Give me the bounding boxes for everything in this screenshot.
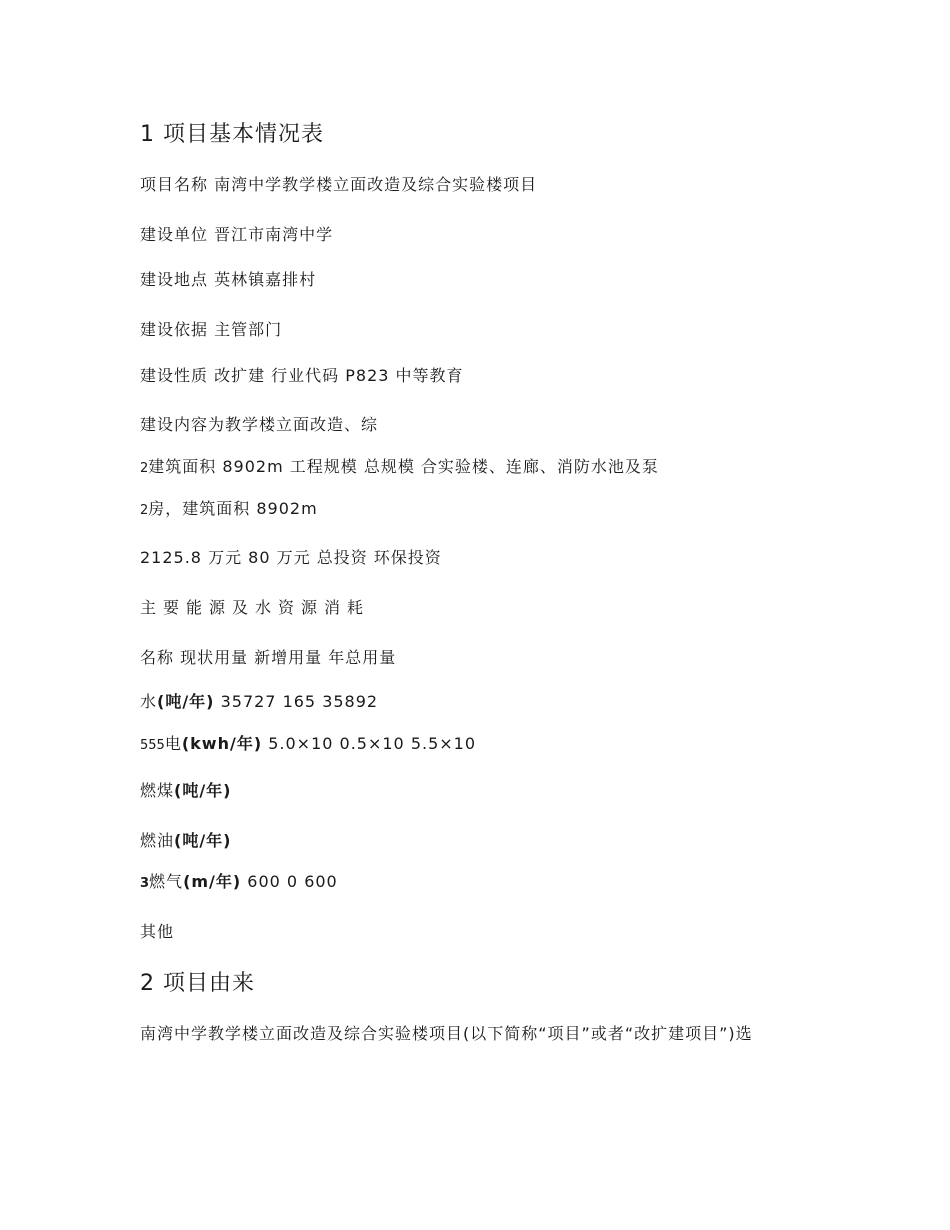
table-header-row: 名称 现状用量 新增用量 年总用量 <box>140 648 397 667</box>
electricity-superscripts: 555 <box>140 738 165 753</box>
water-values: 35727 165 35892 <box>214 692 379 711</box>
scale-text: 建筑面积 8902m 工程规模 总规模 合实验楼、连廊、消防水池及泵 <box>148 457 659 476</box>
water-unit: (吨/年) <box>157 692 215 711</box>
coal-row <box>140 781 232 801</box>
oil-unit: (吨/年) <box>174 831 232 850</box>
section-2-title: 2 项目由来 <box>140 971 255 996</box>
gas-unit: (m/年) <box>183 872 242 891</box>
project-name-row: 项目名称 南湾中学教学楼立面改造及综合实验楼项目 <box>140 175 538 194</box>
area-row <box>140 499 318 521</box>
water-label: 水 <box>140 692 158 711</box>
gas-superscript: 3 <box>140 876 150 891</box>
section-1-title: 1 项目基本情况表 <box>140 122 324 147</box>
section-2-paragraph: 南湾中学教学楼立面改造及综合实验楼项目(以下简称“项目”或者“改扩建项目”)选 <box>140 1024 753 1043</box>
investment-row: 2125.8 万元 80 万元 总投资 环保投资 <box>140 548 442 567</box>
scale-superscript: 2 <box>140 461 149 476</box>
electricity-values: 5.0×10 0.5×10 5.5×10 <box>262 734 477 753</box>
basis-row: 建设依据 主管部门 <box>140 320 283 339</box>
electricity-row <box>140 734 476 756</box>
water-row <box>140 692 378 712</box>
location-row: 建设地点 英林镇嘉排村 <box>140 270 317 289</box>
consumption-title: 主要能源及水资源消耗 <box>140 598 371 617</box>
oil-label: 燃油 <box>140 831 175 850</box>
oil-row <box>140 831 232 851</box>
electricity-unit: (kwh/年) <box>181 734 263 753</box>
coal-unit: (吨/年) <box>174 781 232 800</box>
gas-values: 600 0 600 <box>241 872 338 891</box>
scale-row <box>140 457 659 479</box>
builder-row: 建设单位 晋江市南湾中学 <box>140 225 334 244</box>
nature-row: 建设性质 改扩建 行业代码 P823 中等教育 <box>140 366 464 385</box>
electricity-label: 电 <box>164 734 182 753</box>
content-row: 建设内容为教学楼立面改造、综 <box>140 415 379 434</box>
gas-row <box>140 872 338 894</box>
area-superscript: 2 <box>140 503 149 518</box>
coal-label: 燃煤 <box>140 781 175 800</box>
gas-label: 燃气 <box>149 872 184 891</box>
area-text: 房，建筑面积 8902m <box>148 499 318 518</box>
other-row: 其他 <box>140 922 175 941</box>
